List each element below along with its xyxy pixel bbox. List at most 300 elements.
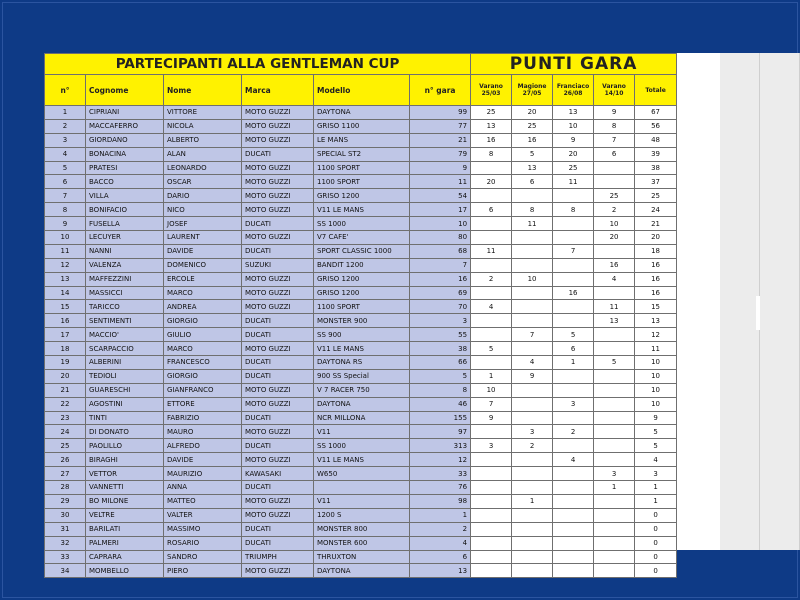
cell-brand: MOTO GUZZI <box>242 203 314 217</box>
cell-model: GRISO 1100 <box>314 119 410 133</box>
cell-race-3 <box>553 536 594 550</box>
title-row <box>45 54 677 75</box>
cell-name: NICOLA <box>164 119 242 133</box>
cell-race-number: 6 <box>410 550 471 564</box>
cell-race-3: 2 <box>553 425 594 439</box>
cell-race-2: 13 <box>512 161 553 175</box>
cell-race-number: 38 <box>410 342 471 356</box>
cell-total: 20 <box>635 231 677 245</box>
cell-model: THRUXTON <box>314 550 410 564</box>
cell-race-4: 16 <box>594 258 635 272</box>
cell-number: 6 <box>45 175 86 189</box>
cell-race-4 <box>594 342 635 356</box>
cell-race-2 <box>512 286 553 300</box>
cell-race-4 <box>594 286 635 300</box>
cell-total: 5 <box>635 439 677 453</box>
cell-race-3: 20 <box>553 147 594 161</box>
table-row <box>45 342 677 356</box>
cell-race-2: 7 <box>512 328 553 342</box>
cell-race-4: 2 <box>594 203 635 217</box>
cell-race-4 <box>594 494 635 508</box>
cell-name: SANDRO <box>164 550 242 564</box>
cell-race-4 <box>594 369 635 383</box>
cell-race-2 <box>512 258 553 272</box>
cell-name: ANNA <box>164 481 242 495</box>
cell-race-4 <box>594 175 635 189</box>
cell-race-number: 80 <box>410 231 471 245</box>
cell-total: 5 <box>635 425 677 439</box>
cell-race-2: 16 <box>512 133 553 147</box>
cell-race-number: 66 <box>410 356 471 370</box>
cell-race-4 <box>594 383 635 397</box>
cell-surname: MACCAFERRO <box>86 119 164 133</box>
cell-surname: BIRAGHI <box>86 453 164 467</box>
cell-surname: BACCO <box>86 175 164 189</box>
cell-race-number: 12 <box>410 453 471 467</box>
cell-number: 4 <box>45 147 86 161</box>
cell-race-4 <box>594 453 635 467</box>
cell-race-number: 77 <box>410 119 471 133</box>
cell-race-number: 4 <box>410 536 471 550</box>
table-row <box>45 508 677 522</box>
cell-brand: MOTO GUZZI <box>242 508 314 522</box>
cell-total: 1 <box>635 481 677 495</box>
table-title: PARTECIPANTI ALLA GENTLEMAN CUP <box>45 54 471 75</box>
table-row <box>45 439 677 453</box>
cell-name: LEONARDO <box>164 161 242 175</box>
cell-surname: MAFFEZZINI <box>86 272 164 286</box>
table-row <box>45 369 677 383</box>
cell-race-number: 155 <box>410 411 471 425</box>
cell-total: 25 <box>635 189 677 203</box>
cell-race-1: 11 <box>471 244 512 258</box>
cell-race-4: 7 <box>594 133 635 147</box>
table-row <box>45 356 677 370</box>
table-row <box>45 328 677 342</box>
cell-race-3: 4 <box>553 453 594 467</box>
cell-race-1 <box>471 258 512 272</box>
table-row <box>45 383 677 397</box>
cell-name: DAVIDE <box>164 453 242 467</box>
cell-surname: PALMERI <box>86 536 164 550</box>
cell-surname: VELTRE <box>86 508 164 522</box>
cell-race-1: 7 <box>471 397 512 411</box>
cell-total: 0 <box>635 564 677 578</box>
table-row <box>45 286 677 300</box>
cell-race-number: 5 <box>410 369 471 383</box>
cell-race-number: 16 <box>410 272 471 286</box>
table-body <box>45 106 677 578</box>
cell-surname: VILLA <box>86 189 164 203</box>
table-row <box>45 189 677 203</box>
cell-total: 15 <box>635 300 677 314</box>
cell-surname: GIORDANO <box>86 133 164 147</box>
cell-race-2 <box>512 397 553 411</box>
cell-race-4: 8 <box>594 119 635 133</box>
cell-surname: DI DONATO <box>86 425 164 439</box>
cell-name: DAVIDE <box>164 244 242 258</box>
table-row <box>45 522 677 536</box>
cell-race-number: 313 <box>410 439 471 453</box>
cell-total: 0 <box>635 536 677 550</box>
table-row <box>45 481 677 495</box>
cell-race-4 <box>594 328 635 342</box>
cell-race-3 <box>553 494 594 508</box>
cell-model: GRISO 1200 <box>314 286 410 300</box>
cell-brand: MOTO GUZZI <box>242 425 314 439</box>
cell-brand: MOTO GUZZI <box>242 286 314 300</box>
cell-race-1: 13 <box>471 119 512 133</box>
cell-race-3 <box>553 439 594 453</box>
cell-race-1: 4 <box>471 300 512 314</box>
cell-number: 21 <box>45 383 86 397</box>
cell-race-1: 9 <box>471 411 512 425</box>
cell-race-number: 2 <box>410 522 471 536</box>
cell-race-3 <box>553 217 594 231</box>
cell-model: NCR MILLONA <box>314 411 410 425</box>
cell-race-2 <box>512 244 553 258</box>
cell-race-3 <box>553 369 594 383</box>
cell-name: DARIO <box>164 189 242 203</box>
cell-race-3 <box>553 189 594 203</box>
cell-race-3 <box>553 564 594 578</box>
cell-race-3 <box>553 383 594 397</box>
cell-surname: PRATESI <box>86 161 164 175</box>
cell-name: MATTEO <box>164 494 242 508</box>
header-race-4: Varano 14/10 <box>594 75 635 106</box>
cell-number: 25 <box>45 439 86 453</box>
cell-brand: DUCATI <box>242 522 314 536</box>
cell-surname: TINTI <box>86 411 164 425</box>
cell-race-number: 21 <box>410 133 471 147</box>
cell-race-4: 13 <box>594 314 635 328</box>
standings-sheet <box>44 53 758 575</box>
cell-race-3: 1 <box>553 356 594 370</box>
cell-surname: BONIFACIO <box>86 203 164 217</box>
cell-surname: TEDIOLI <box>86 369 164 383</box>
cell-total: 9 <box>635 411 677 425</box>
cell-race-3: 9 <box>553 133 594 147</box>
cell-name: GIULIO <box>164 328 242 342</box>
cell-race-3: 5 <box>553 328 594 342</box>
cell-model: SPECIAL ST2 <box>314 147 410 161</box>
cell-race-2: 3 <box>512 425 553 439</box>
cell-total: 10 <box>635 369 677 383</box>
cell-surname: GUARESCHI <box>86 383 164 397</box>
cell-number: 26 <box>45 453 86 467</box>
cell-race-3 <box>553 481 594 495</box>
cell-surname: PAOLILLO <box>86 439 164 453</box>
cell-number: 13 <box>45 272 86 286</box>
cell-surname: BARILATI <box>86 522 164 536</box>
cell-total: 12 <box>635 328 677 342</box>
cell-total: 16 <box>635 258 677 272</box>
cell-model: W650 <box>314 467 410 481</box>
cell-race-1 <box>471 356 512 370</box>
cell-brand: MOTO GUZZI <box>242 300 314 314</box>
cell-race-4: 3 <box>594 467 635 481</box>
cell-model: BANDIT 1200 <box>314 258 410 272</box>
cell-race-3: 16 <box>553 286 594 300</box>
cell-model: DAYTONA <box>314 564 410 578</box>
cell-race-1: 3 <box>471 439 512 453</box>
cell-number: 10 <box>45 231 86 245</box>
cell-race-number: 11 <box>410 175 471 189</box>
cell-race-2 <box>512 481 553 495</box>
cell-number: 31 <box>45 522 86 536</box>
cell-race-2 <box>512 508 553 522</box>
cell-number: 19 <box>45 356 86 370</box>
cell-number: 27 <box>45 467 86 481</box>
cell-name: MARCO <box>164 342 242 356</box>
cell-number: 23 <box>45 411 86 425</box>
cell-race-4 <box>594 522 635 536</box>
cell-surname: ALBERINI <box>86 356 164 370</box>
cell-surname: MACCIO' <box>86 328 164 342</box>
cell-race-number: 46 <box>410 397 471 411</box>
cell-race-1 <box>471 467 512 481</box>
header-model: Modello <box>314 75 410 106</box>
cell-number: 15 <box>45 300 86 314</box>
cell-name: MAURO <box>164 425 242 439</box>
cell-number: 16 <box>45 314 86 328</box>
cell-brand: MOTO GUZZI <box>242 133 314 147</box>
cell-number: 29 <box>45 494 86 508</box>
table-row <box>45 203 677 217</box>
cell-name: ERCOLE <box>164 272 242 286</box>
cell-model: V11 <box>314 494 410 508</box>
cell-number: 2 <box>45 119 86 133</box>
cell-number: 33 <box>45 550 86 564</box>
cell-name: MASSIMO <box>164 522 242 536</box>
cell-total: 10 <box>635 397 677 411</box>
header-race-1: Varano 25/03 <box>471 75 512 106</box>
cell-number: 11 <box>45 244 86 258</box>
cell-race-number: 10 <box>410 217 471 231</box>
cell-race-4: 9 <box>594 106 635 120</box>
cell-total: 0 <box>635 550 677 564</box>
table-row <box>45 453 677 467</box>
cell-surname: NANNI <box>86 244 164 258</box>
cell-race-number: 3 <box>410 314 471 328</box>
cell-race-2: 2 <box>512 439 553 453</box>
cell-total: 1 <box>635 494 677 508</box>
cell-race-3 <box>553 231 594 245</box>
cell-brand: MOTO GUZZI <box>242 494 314 508</box>
cell-race-number: 9 <box>410 161 471 175</box>
cell-race-3 <box>553 258 594 272</box>
cell-race-2 <box>512 536 553 550</box>
cell-model: 900 SS Special <box>314 369 410 383</box>
cell-race-number: 97 <box>410 425 471 439</box>
cell-name: JOSEF <box>164 217 242 231</box>
cell-race-1 <box>471 328 512 342</box>
cell-race-4: 6 <box>594 147 635 161</box>
cell-model: V11 <box>314 425 410 439</box>
cell-total: 18 <box>635 244 677 258</box>
cell-race-1 <box>471 314 512 328</box>
cell-race-number: 70 <box>410 300 471 314</box>
cell-model <box>314 481 410 495</box>
cell-name: MAURIZIO <box>164 467 242 481</box>
cell-race-4 <box>594 244 635 258</box>
cell-number: 18 <box>45 342 86 356</box>
cell-race-number: 7 <box>410 258 471 272</box>
header-race-number: n° gara <box>410 75 471 106</box>
table-row <box>45 314 677 328</box>
cell-name: FABRIZIO <box>164 411 242 425</box>
cell-surname: VANNETTI <box>86 481 164 495</box>
cell-total: 48 <box>635 133 677 147</box>
cell-race-2 <box>512 189 553 203</box>
table-row <box>45 272 677 286</box>
cell-total: 67 <box>635 106 677 120</box>
cell-race-2 <box>512 300 553 314</box>
cell-number: 17 <box>45 328 86 342</box>
cell-number: 9 <box>45 217 86 231</box>
cell-brand: TRIUMPH <box>242 550 314 564</box>
cell-race-2 <box>512 314 553 328</box>
cell-race-1 <box>471 508 512 522</box>
cell-total: 37 <box>635 175 677 189</box>
cell-name: VALTER <box>164 508 242 522</box>
cell-race-2: 25 <box>512 119 553 133</box>
cell-race-4: 5 <box>594 356 635 370</box>
cell-race-2: 1 <box>512 494 553 508</box>
cell-brand: DUCATI <box>242 356 314 370</box>
cell-race-3 <box>553 300 594 314</box>
cell-number: 30 <box>45 508 86 522</box>
cell-total: 4 <box>635 453 677 467</box>
table-row <box>45 175 677 189</box>
cell-brand: MOTO GUZZI <box>242 272 314 286</box>
cell-race-1: 8 <box>471 147 512 161</box>
cell-race-3: 25 <box>553 161 594 175</box>
cell-race-1: 2 <box>471 272 512 286</box>
cell-name: PIERO <box>164 564 242 578</box>
cell-race-3 <box>553 550 594 564</box>
cell-race-number: 76 <box>410 481 471 495</box>
cell-race-3: 8 <box>553 203 594 217</box>
cell-number: 3 <box>45 133 86 147</box>
cell-brand: DUCATI <box>242 328 314 342</box>
cell-race-3 <box>553 522 594 536</box>
cell-surname: VETTOR <box>86 467 164 481</box>
cell-name: ALAN <box>164 147 242 161</box>
cell-race-2 <box>512 522 553 536</box>
cell-model: SS 900 <box>314 328 410 342</box>
cell-race-number: 17 <box>410 203 471 217</box>
cell-brand: DUCATI <box>242 536 314 550</box>
cell-name: GIORGIO <box>164 314 242 328</box>
cell-race-number: 55 <box>410 328 471 342</box>
cell-race-1: 16 <box>471 133 512 147</box>
cell-name: DOMENICO <box>164 258 242 272</box>
cell-brand: MOTO GUZZI <box>242 231 314 245</box>
cell-race-number: 13 <box>410 564 471 578</box>
cell-total: 11 <box>635 342 677 356</box>
cell-race-number: 54 <box>410 189 471 203</box>
cell-race-1 <box>471 189 512 203</box>
cell-name: VITTORE <box>164 106 242 120</box>
cell-race-3 <box>553 411 594 425</box>
cell-number: 7 <box>45 189 86 203</box>
cell-total: 13 <box>635 314 677 328</box>
cell-surname: LECUYER <box>86 231 164 245</box>
cell-race-4: 20 <box>594 231 635 245</box>
table-row <box>45 244 677 258</box>
empty-column <box>720 53 760 550</box>
cell-race-4 <box>594 397 635 411</box>
cell-total: 0 <box>635 522 677 536</box>
table-row <box>45 411 677 425</box>
cell-race-1 <box>471 536 512 550</box>
cell-brand: KAWASAKI <box>242 467 314 481</box>
cell-model: MONSTER 900 <box>314 314 410 328</box>
cell-surname: FUSELLA <box>86 217 164 231</box>
cell-race-3: 3 <box>553 397 594 411</box>
table-row <box>45 147 677 161</box>
cell-name: GIORGIO <box>164 369 242 383</box>
empty-column <box>760 53 800 550</box>
cell-race-3 <box>553 508 594 522</box>
cell-name: NICO <box>164 203 242 217</box>
cell-race-3 <box>553 467 594 481</box>
cell-race-2: 5 <box>512 147 553 161</box>
cell-brand: MOTO GUZZI <box>242 453 314 467</box>
cell-race-4 <box>594 411 635 425</box>
cell-race-number: 68 <box>410 244 471 258</box>
cell-model: SS 1000 <box>314 217 410 231</box>
cell-name: ROSARIO <box>164 536 242 550</box>
cell-model: MONSTER 800 <box>314 522 410 536</box>
cell-race-1: 10 <box>471 383 512 397</box>
cell-race-4 <box>594 550 635 564</box>
cell-race-1: 6 <box>471 203 512 217</box>
table-row <box>45 425 677 439</box>
cell-race-2 <box>512 411 553 425</box>
cell-race-4: 4 <box>594 272 635 286</box>
cell-total: 56 <box>635 119 677 133</box>
cell-name: LAURENT <box>164 231 242 245</box>
cell-race-2: 9 <box>512 369 553 383</box>
cell-total: 38 <box>635 161 677 175</box>
cell-race-1 <box>471 564 512 578</box>
cell-race-1 <box>471 231 512 245</box>
cell-brand: MOTO GUZZI <box>242 119 314 133</box>
cell-race-number: 1 <box>410 508 471 522</box>
cell-race-1 <box>471 494 512 508</box>
cell-surname: CAPRARA <box>86 550 164 564</box>
cell-total: 16 <box>635 272 677 286</box>
table-row <box>45 133 677 147</box>
cell-race-1 <box>471 161 512 175</box>
header-race-3: Franciaco 26/08 <box>553 75 594 106</box>
cell-brand: MOTO GUZZI <box>242 189 314 203</box>
cell-race-2 <box>512 231 553 245</box>
cell-brand: MOTO GUZZI <box>242 564 314 578</box>
edge-marker <box>756 296 760 330</box>
cell-model: DAYTONA <box>314 397 410 411</box>
cell-total: 16 <box>635 286 677 300</box>
cell-surname: TARICCO <box>86 300 164 314</box>
cell-surname: SENTIMENTI <box>86 314 164 328</box>
header-row <box>45 75 677 106</box>
cell-race-3: 13 <box>553 106 594 120</box>
cell-model: V11 LE MANS <box>314 453 410 467</box>
cell-race-1: 5 <box>471 342 512 356</box>
cell-race-4: 11 <box>594 300 635 314</box>
